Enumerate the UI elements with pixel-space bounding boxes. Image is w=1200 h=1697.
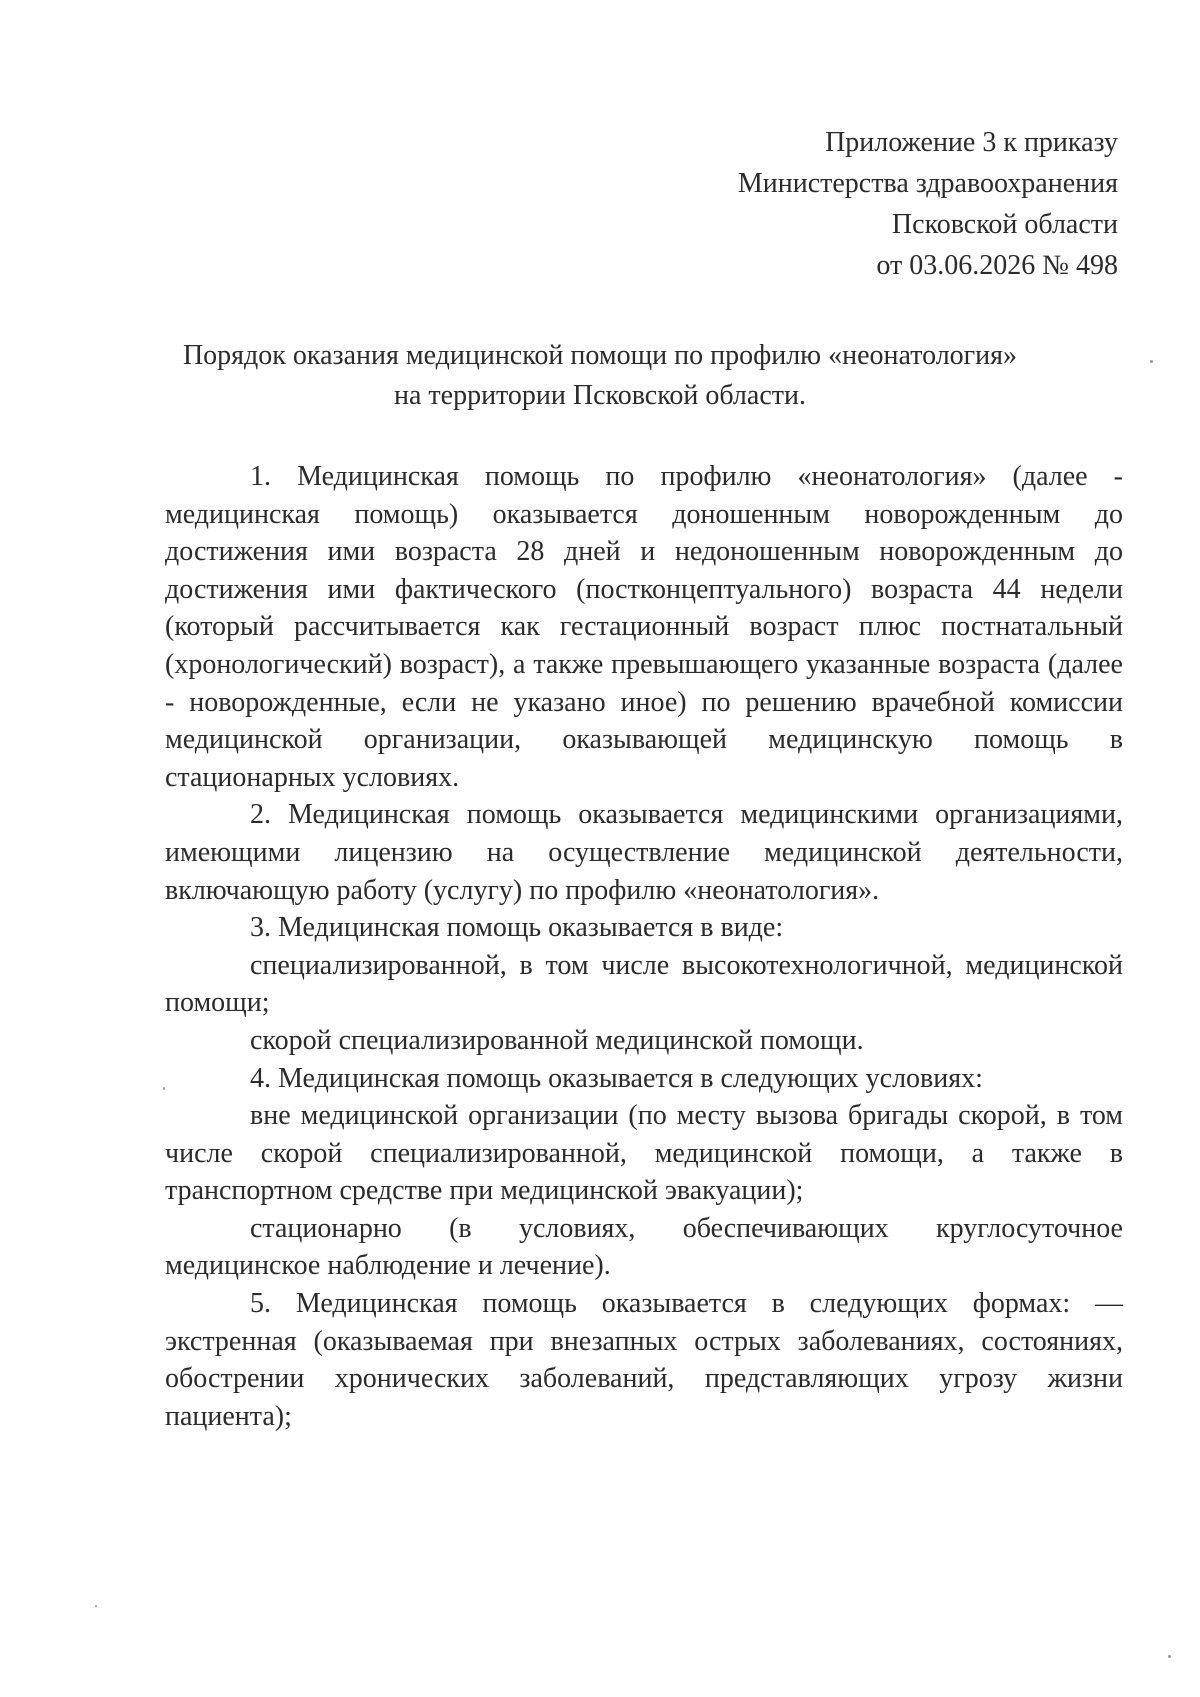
paragraph-5: 5. Медицинская помощь оказывается в следующих формах: —экстренная (оказываемая при внезапных острых заболеваниях, состояниях, обострении хронических заболеваний, представляющих угрозу жизни пациента);	[165, 1288, 1123, 1432]
appendix-line-2: Министерства здравоохранения	[737, 168, 1118, 199]
appendix-header	[738, 122, 1118, 286]
appendix-line-4: от 03.06.2026 № 498	[876, 250, 1118, 281]
paragraph-3-item-2: скорой специализированной медицинской помощи.	[250, 1024, 864, 1056]
scan-speck	[1168, 1655, 1171, 1658]
paragraph-4: 4. Медицинская помощь оказывается в следующих условиях:	[250, 1062, 983, 1094]
paragraph-3-item-1: специализированной, в том числе высокотехнологичной, медицинской помощи;	[165, 949, 1123, 1019]
document-body	[165, 458, 1123, 1435]
appendix-line-1: Приложение 3 к приказу	[825, 127, 1118, 158]
scan-speck	[163, 1087, 165, 1090]
paragraph-4-item-1: вне медицинской организации (по месту вызова бригады скорой, в том числе скорой специализированной, медицинской помощи, а также в транспортном средстве при медицинской эвакуации);	[165, 1100, 1123, 1207]
paragraph-3: 3. Медицинская помощь оказывается в виде:	[250, 912, 784, 944]
scan-speck	[1150, 360, 1153, 363]
scan-speck	[95, 1605, 97, 1607]
paragraph-4-item-2: стационарно (в условиях, обеспечивающих круглосуточное медицинское наблюдение и лечение).	[165, 1212, 1123, 1282]
paragraph-2: 2. Медицинская помощь оказывается медицинскими организациями, имеющими лицензию на осуществление медицинской деятельности, включающую работу (услугу) по профилю «неонатология».	[165, 799, 1123, 906]
document-title	[0, 336, 1200, 416]
title-line-2: на территории Псковской области.	[394, 380, 806, 411]
title-line-1: Порядок оказания медицинской помощи по профилю «неонатология»	[182, 340, 1018, 371]
paragraph-1: 1. Медицинская помощь по профилю «неонатология» (далее - медицинская помощь) оказывается доношенным новорожденным до достижения ими возраста 28 дней и недоношенным новорожденным до достижения ими фактического (постконцептуального) возраста 44 недели (который рассчитывается как гестационный возраст плюс постнатальный (хронологический) возраст), а также превышающего указанные возраста (далее - новорожденные, если не указано иное) по решению врачебной комиссии медицинской организации, оказывающей медицинскую помощь в стационарных условиях.	[165, 461, 1123, 793]
appendix-line-3: Псковской области	[891, 209, 1118, 240]
